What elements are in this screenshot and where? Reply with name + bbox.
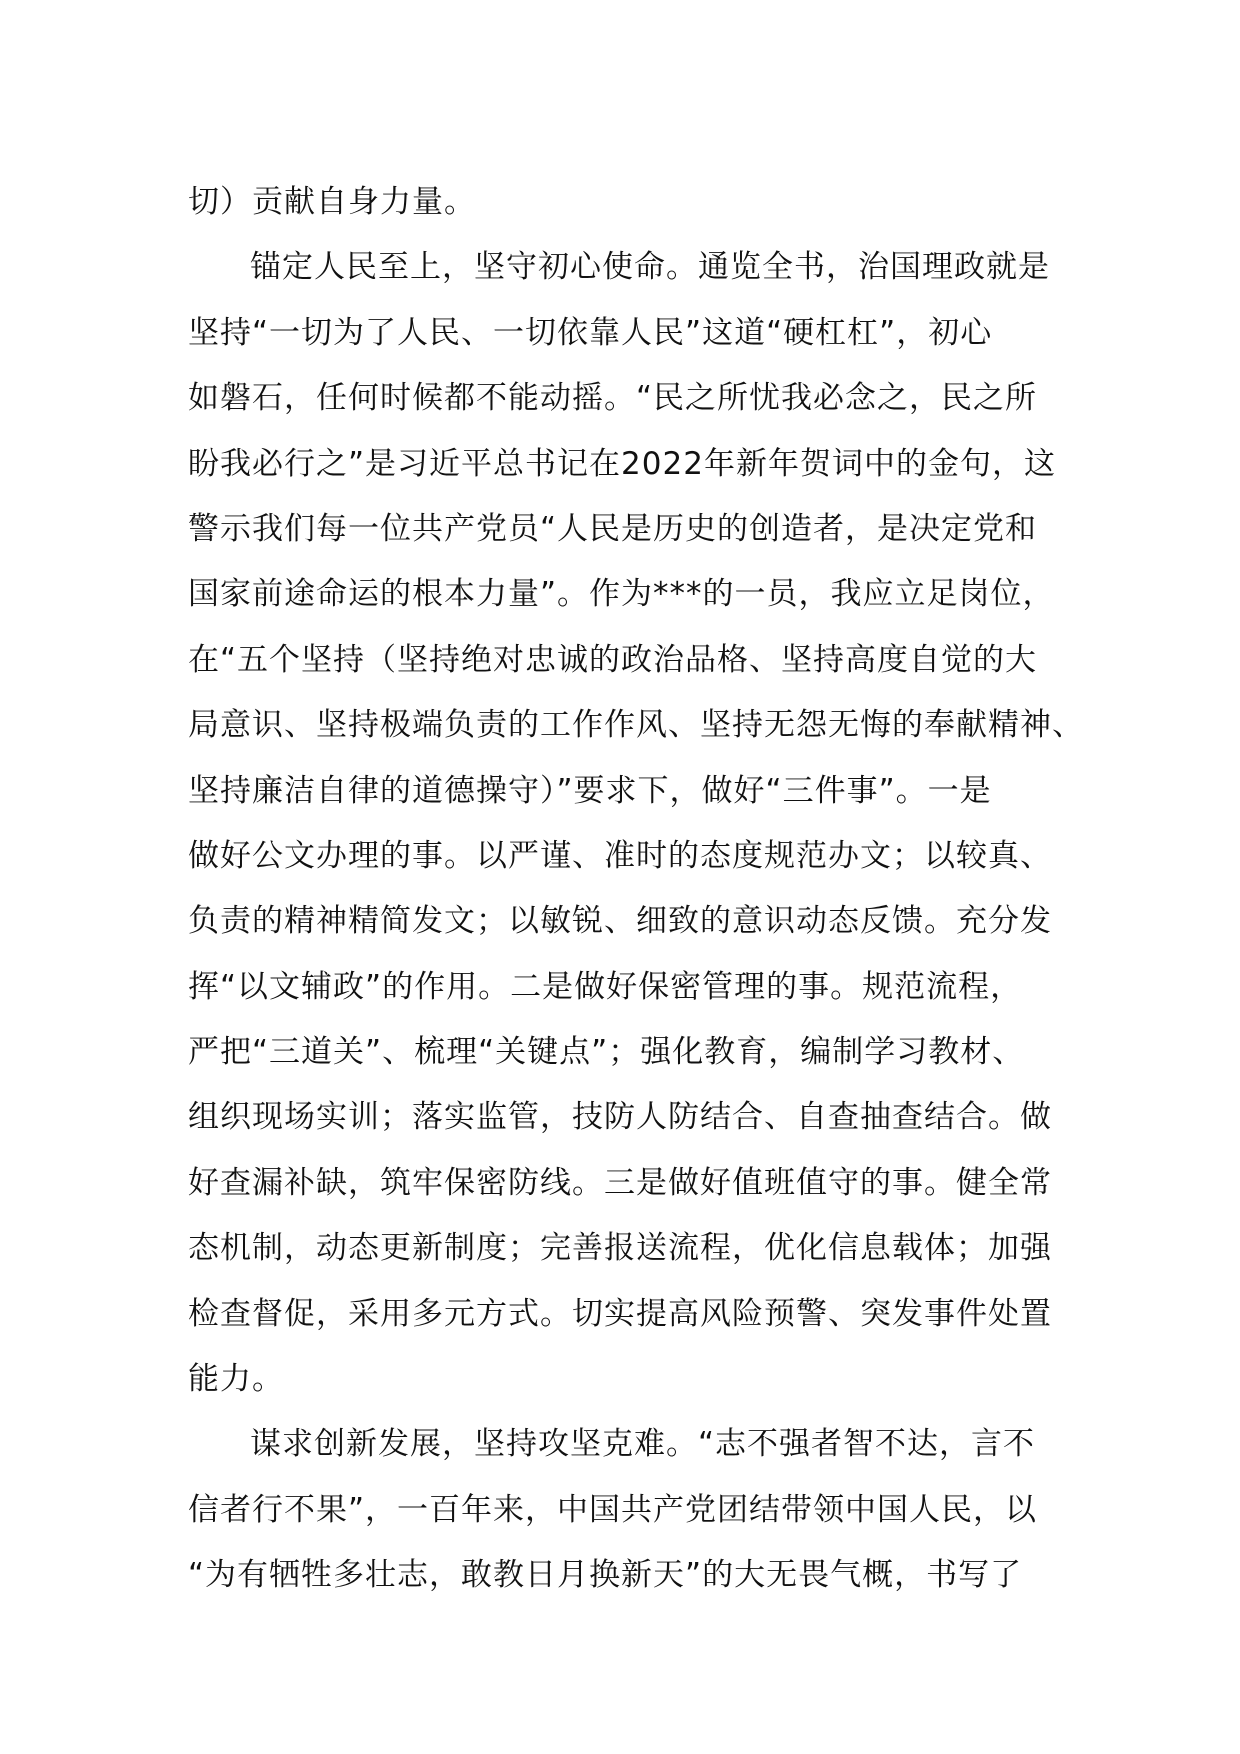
text-line: 坚持廉洁自律的道德操守）”要求下，做好“三件事”。一是 xyxy=(188,772,992,809)
text-line: 负责的精神精简发文；以敏锐、细致的意识动态反馈。充分发 xyxy=(188,903,1052,940)
text-line: 能力。 xyxy=(188,1361,284,1398)
text-line: 挥“以文辅政”的作用。二是做好保密管理的事。规范流程， xyxy=(188,968,1023,1005)
text-line: 坚持“一切为了人民、一切依靠人民”这道“硬杠杠”，初心 xyxy=(188,314,993,351)
text-line: 检查督促，采用多元方式。切实提高风险预警、突发事件处置 xyxy=(188,1295,1052,1332)
paragraph-first-line: 谋求创新发展，坚持攻坚克难。“志不强者智不达，言不 xyxy=(250,1426,1036,1463)
text-line: 态机制，动态更新制度；完善报送流程，优化信息载体；加强 xyxy=(188,1230,1052,1267)
text-line: 好查漏补缺，筑牢保密防线。三是做好值班值守的事。健全常 xyxy=(188,1164,1052,1201)
text-line: 警示我们每一位共产党员“人民是历史的创造者，是决定党和 xyxy=(188,510,1038,547)
text-line: “为有牺牲多壮志，敢教日月换新天”的大无畏气概，书写了 xyxy=(188,1557,1023,1594)
text-line: 局意识、坚持极端负责的工作作风、坚持无怨无悔的奉献精神、 xyxy=(188,707,1084,744)
text-line: 在“五个坚持（坚持绝对忠诚的政治品格、坚持高度自觉的大 xyxy=(188,641,1038,678)
text-line: 组织现场实训；落实监管，技防人防结合、自查抽查结合。做 xyxy=(188,1099,1052,1136)
document-body xyxy=(188,170,1084,1609)
text-line: 国家前途命运的根本力量”。作为***的一员，我应立足岗位， xyxy=(188,576,1055,613)
text-line: 切）贡献自身力量。 xyxy=(188,184,476,220)
paragraph-first-line: 锚定人民至上，坚守初心使命。通览全书，治国理政就是 xyxy=(250,249,1050,286)
text-line: 做好公文办理的事。以严谨、准时的态度规范办文；以较真、 xyxy=(188,837,1052,874)
text-line: 如磐石，任何时候都不能动摇。“民之所忧我必念之，民之所 xyxy=(188,380,1038,417)
text-line: 严把“三道关”、梳理“关键点”；强化教育，编制学习教材、 xyxy=(188,1034,1025,1071)
text-line: 信者行不果”，一百年来，中国共产党团结带领中国人民，以 xyxy=(188,1491,1038,1528)
text-line: 盼我必行之”是习近平总书记在2022年新年贺词中的金句，这 xyxy=(188,445,1056,482)
